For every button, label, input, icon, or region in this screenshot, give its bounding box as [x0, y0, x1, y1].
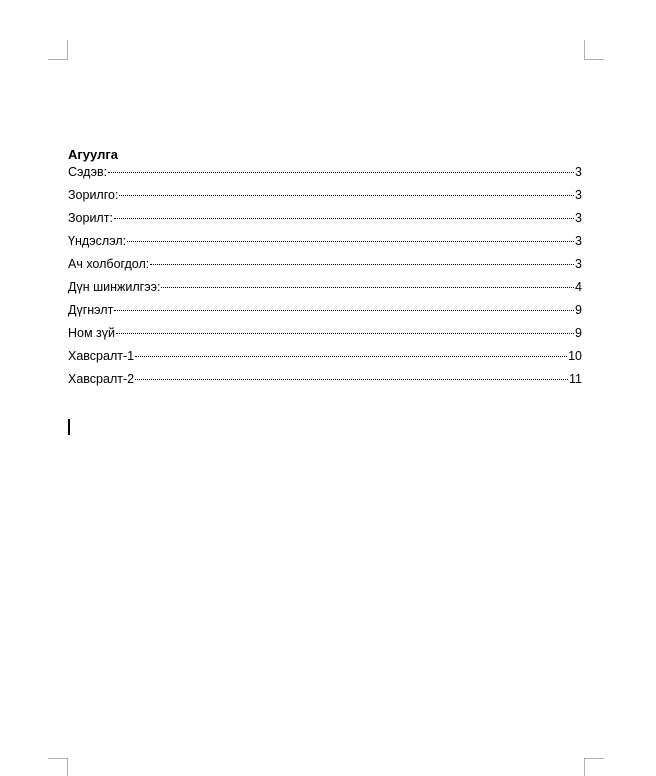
toc-entry-label: Хавсралт-2: [68, 372, 135, 386]
toc-dot-leader: [135, 356, 567, 357]
toc-entry[interactable]: [68, 302, 582, 325]
toc-entry[interactable]: [68, 256, 582, 279]
toc-entry[interactable]: [68, 371, 582, 394]
toc-entry[interactable]: [68, 187, 582, 210]
toc-dot-leader: [161, 287, 574, 288]
toc-entry[interactable]: [68, 348, 582, 371]
toc-heading: Агуулга: [68, 147, 118, 162]
toc-entry-page: 3: [575, 234, 582, 248]
toc-entry-label: Зорилт:: [68, 211, 113, 225]
toc-dot-leader: [127, 241, 574, 242]
toc-entry-label: Ном зүй: [68, 326, 116, 340]
toc-dot-leader: [114, 218, 574, 219]
text-cursor[interactable]: [68, 419, 70, 435]
toc-entry-page: 11: [569, 372, 582, 386]
toc-dot-leader: [116, 333, 574, 334]
toc-dot-leader: [119, 195, 574, 196]
toc-dot-leader: [108, 172, 574, 173]
toc-entry-page: 3: [575, 188, 582, 202]
toc-entry-label: Сэдэв:: [68, 165, 108, 179]
toc-entry-label: Дүн шинжилгээ:: [68, 280, 161, 294]
toc-dot-leader: [135, 379, 568, 380]
toc-entry[interactable]: [68, 325, 582, 348]
toc-entry[interactable]: [68, 210, 582, 233]
toc-dot-leader: [114, 310, 574, 311]
margin-corner-top-right: [584, 40, 604, 60]
toc-entry-page: 3: [575, 257, 582, 271]
toc-entry-page: 9: [575, 303, 582, 317]
toc-entry-label: Зорилго:: [68, 188, 119, 202]
toc-entry-page: 10: [568, 349, 582, 363]
toc-entry-page: 3: [575, 211, 582, 225]
margin-corner-bottom-left: [48, 758, 68, 776]
toc-entry[interactable]: [68, 164, 582, 187]
toc-entry-label: Хавсралт-1: [68, 349, 135, 363]
toc-entry-label: Дүгнэлт: [68, 303, 114, 317]
toc-entry-label: Ач холбогдол:: [68, 257, 150, 271]
table-of-contents: [68, 164, 582, 394]
toc-entry[interactable]: [68, 233, 582, 256]
toc-entry-label: Үндэслэл:: [68, 234, 127, 248]
toc-dot-leader: [150, 264, 574, 265]
toc-entry[interactable]: [68, 279, 582, 302]
margin-corner-top-left: [48, 40, 68, 60]
toc-entry-page: 3: [575, 165, 582, 179]
margin-corner-bottom-right: [584, 758, 604, 776]
toc-entry-page: 4: [575, 280, 582, 294]
toc-entry-page: 9: [575, 326, 582, 340]
